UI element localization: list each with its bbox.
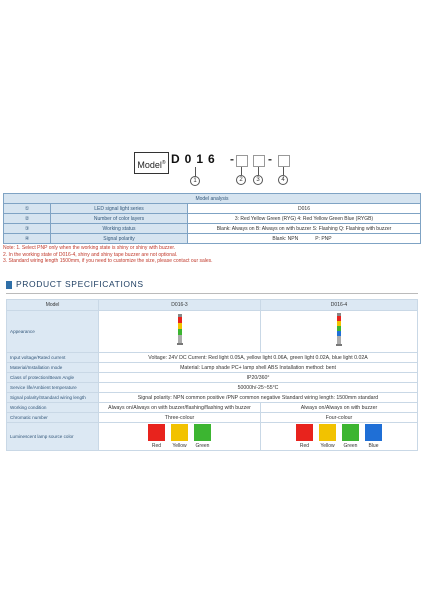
working-d016-3: Always on/Always on with buzzer/flashing/flashing with buzzer: [99, 403, 261, 413]
spec-label: Input voltage/Rated current: [7, 353, 99, 363]
analysis-label: Working status: [51, 224, 188, 234]
tower-light-4-image: [336, 313, 342, 351]
lamp-green-swatch: [342, 424, 359, 441]
model-slot-2: [236, 155, 248, 167]
analysis-value-b: P: PNP: [301, 234, 420, 244]
analysis-num: ④: [4, 234, 51, 244]
model-label-box: Model®: [134, 152, 169, 174]
lamp-caption: Yellow: [172, 443, 187, 449]
appearance-d016-3: [99, 311, 261, 353]
lamp-yellow-swatch: [171, 424, 188, 441]
appearance-label: Appearance: [7, 311, 99, 353]
chromatic-label: Chromatic number: [7, 413, 99, 423]
analysis-num: ①: [4, 204, 51, 214]
notes: [3, 245, 213, 265]
chromatic-d016-4: Four-colour: [261, 413, 418, 423]
lamp-caption: Red: [299, 443, 310, 449]
analysis-label: LED signal light series: [51, 204, 188, 214]
model-slot-3: [253, 155, 265, 167]
marker-4: 4: [278, 175, 288, 185]
lamp-red-swatch: [296, 424, 313, 441]
model-slot-4: [278, 155, 290, 167]
model-analysis-table: [3, 193, 421, 244]
analysis-num: ③: [4, 224, 51, 234]
spec-label: Material/Installation mode: [7, 363, 99, 373]
luminescent-label: Luminescent lamp source color: [7, 423, 99, 451]
lamp-green-swatch: [194, 424, 211, 441]
spec-value: 50000h/-25~55°C: [99, 383, 418, 393]
lamp-caption: Green: [195, 443, 210, 449]
spec-header-col1: D016-3: [99, 300, 261, 311]
lamp-caption: Yellow: [320, 443, 335, 449]
model-label: Model: [137, 160, 162, 170]
analysis-label: Signal polarity: [51, 234, 188, 244]
model-code: D016: [171, 152, 220, 166]
luminescent-d016-3: [99, 423, 261, 451]
lamp-captions: [102, 443, 257, 449]
note-line: 3. Standard wiring length 1500mm, if you need to customize the size, please contact our sales.: [3, 258, 213, 265]
marker-2: 2: [236, 175, 246, 185]
lamp-swatches: [264, 424, 414, 443]
lamp-caption: Red: [151, 443, 162, 449]
analysis-value: Blank: Always on B: Always on with buzzer S: Flashing Q: Flashing with buzzer: [188, 224, 421, 234]
model-dash: -: [230, 152, 234, 166]
section-title: PRODUCT SPECIFICATIONS: [16, 279, 144, 289]
marker-3: 3: [253, 175, 263, 185]
spec-value: Material: Lamp shade PC+ lamp shell ABS Installation method: bent: [99, 363, 418, 373]
analysis-title: Model analysis: [4, 194, 421, 204]
lamp-caption: Green: [343, 443, 358, 449]
chromatic-d016-3: Three-colour: [99, 413, 261, 423]
marker-1: 1: [190, 176, 200, 186]
spec-label: Signal polarity/Standard wiring length: [7, 393, 99, 403]
spec-value: IP20/360°: [99, 373, 418, 383]
model-dash: -: [268, 152, 272, 166]
lamp-yellow-swatch: [319, 424, 336, 441]
section-divider: [6, 293, 418, 294]
analysis-value: D016: [188, 204, 421, 214]
lamp-swatches: [102, 424, 257, 443]
spec-value: Signal polarity: NPN common positive /PNP common negative Standard wiring length: 1500mm standard: [99, 393, 418, 403]
working-d016-4: Always on/Always on with buzzer: [261, 403, 418, 413]
spec-value: Voltage: 24V DC Current: Red light 0.05A, yellow light 0.06A, green light 0.02A, blue light 0.02A: [99, 353, 418, 363]
spec-header-col2: D016-4: [261, 300, 418, 311]
analysis-label: Number of color layers: [51, 214, 188, 224]
lamp-red-swatch: [148, 424, 165, 441]
spec-table: [6, 299, 418, 451]
spec-label: Class of protection/Beam Angle: [7, 373, 99, 383]
note-line: 2. In the working state of D016-4, shiny and shiny tape buzzer are not optional.: [3, 251, 178, 258]
lamp-caption: Blue: [368, 443, 379, 449]
section-marker: [6, 281, 12, 289]
appearance-d016-4: [261, 311, 418, 353]
luminescent-d016-4: [261, 423, 418, 451]
spec-label: Service life/Ambient temperature: [7, 383, 99, 393]
lamp-blue-swatch: [365, 424, 382, 441]
tower-light-3-image: [177, 314, 183, 350]
lamp-captions: [264, 443, 414, 449]
note-line: Note: 1. Select PNP only when the working state is shiny or shiny with buzzer.: [3, 245, 176, 251]
working-label: Working condition: [7, 403, 99, 413]
analysis-value: 3: Red Yellow Green (RYG) 4: Red Yellow Green Blue (RYGB): [188, 214, 421, 224]
spec-header-label: Model: [7, 300, 99, 311]
analysis-num: ②: [4, 214, 51, 224]
analysis-value-a: Blank: NPN: [188, 234, 302, 244]
